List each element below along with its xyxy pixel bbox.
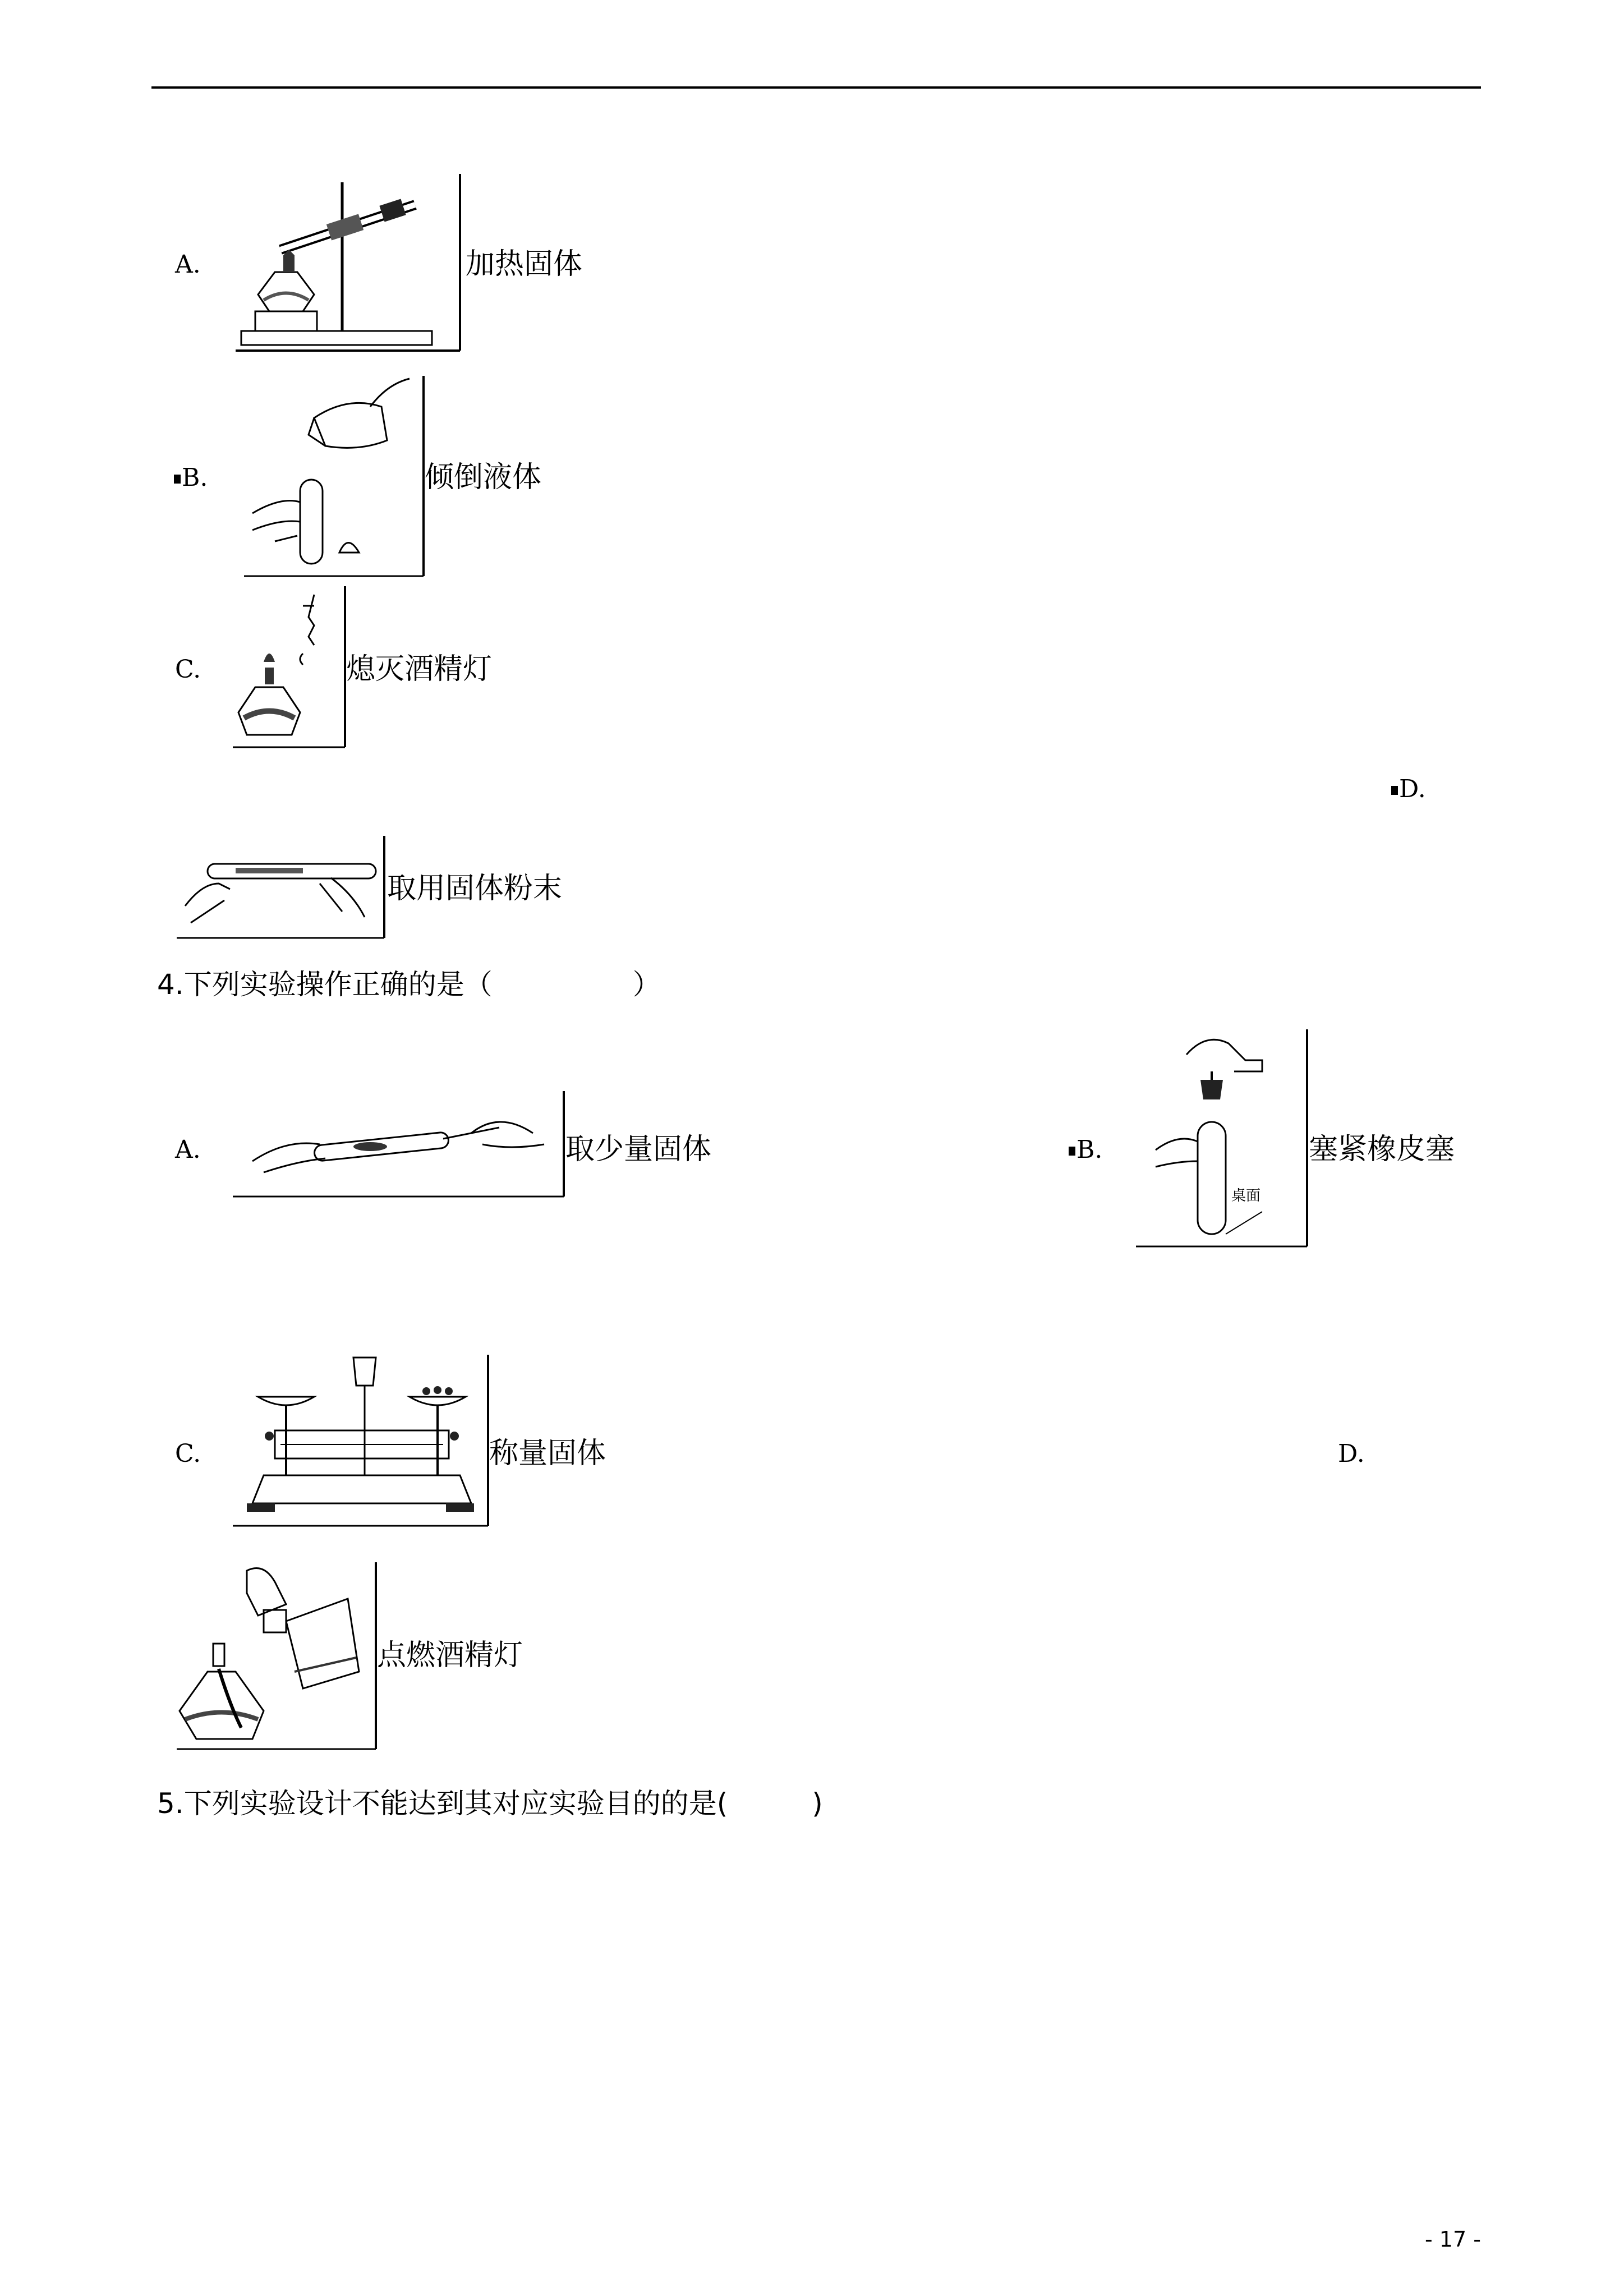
- q3-option-a-letter: A.: [175, 250, 201, 279]
- q3-option-d-caption: 取用固体粉末: [387, 872, 563, 905]
- inserting-rubber-stopper-icon: [1133, 1027, 1310, 1250]
- weighing-balance-icon: [230, 1352, 491, 1529]
- q3-option-a-caption: 加热固体: [466, 247, 583, 281]
- pouring-liquid-icon: [241, 373, 426, 579]
- q4-option-a-caption: 取少量固体: [565, 1133, 712, 1166]
- q5-question: 5.下列实验设计不能达到其对应实验目的的是( ): [157, 1787, 823, 1820]
- q4-option-d-letter: D.: [1338, 1439, 1365, 1468]
- q4-option-b-letter-text: B.: [1076, 1135, 1103, 1164]
- q3-option-c-letter: C.: [175, 655, 201, 684]
- q4-option-a-letter: A.: [175, 1135, 201, 1164]
- heating-solid-apparatus-icon: [230, 171, 466, 353]
- header-rule: [151, 86, 1481, 89]
- lighting-alcohol-lamp-icon: [174, 1559, 379, 1752]
- q3-option-b-caption: 倾倒液体: [425, 461, 542, 494]
- q4-option-b-figure: [1133, 1027, 1310, 1250]
- extinguish-alcohol-lamp-icon: [230, 583, 348, 751]
- q3-option-a-figure: [230, 171, 466, 353]
- q3-option-b-figure: [241, 373, 426, 579]
- q4-option-c-caption: 称量固体: [489, 1437, 606, 1470]
- q3-option-d-letter: [1391, 777, 1426, 802]
- q4-option-b-caption: 塞紧橡皮塞: [1309, 1133, 1455, 1166]
- q3-option-d-figure: [174, 833, 387, 941]
- taking-solid-powder-icon: [174, 833, 387, 941]
- q3-option-c-figure: [230, 583, 348, 751]
- marker-square: [1391, 786, 1398, 795]
- q4-option-d-caption: 点燃酒精灯: [377, 1639, 523, 1672]
- q3-option-d-letter-text: D.: [1399, 775, 1426, 803]
- q3-option-c-caption: 熄灭酒精灯: [346, 652, 493, 686]
- q4-option-c-figure: [230, 1352, 491, 1529]
- q3-option-b-letter: [174, 463, 208, 492]
- q4-option-c-letter: C.: [175, 1439, 201, 1468]
- q4-option-a-figure: [230, 1088, 567, 1199]
- taking-small-solid-icon: [230, 1088, 567, 1199]
- q4-option-b-letter: [1069, 1135, 1103, 1164]
- q3-option-b-letter-text: B.: [182, 463, 208, 492]
- q4-option-d-figure: [174, 1559, 379, 1752]
- marker-square: [174, 475, 181, 484]
- marker-square: [1069, 1147, 1075, 1156]
- figure-text-desk: 桌面: [1231, 1188, 1261, 1204]
- page-number: - 17 -: [1425, 2227, 1481, 2252]
- q4-question: 4.下列实验操作正确的是（ ）: [157, 968, 661, 1001]
